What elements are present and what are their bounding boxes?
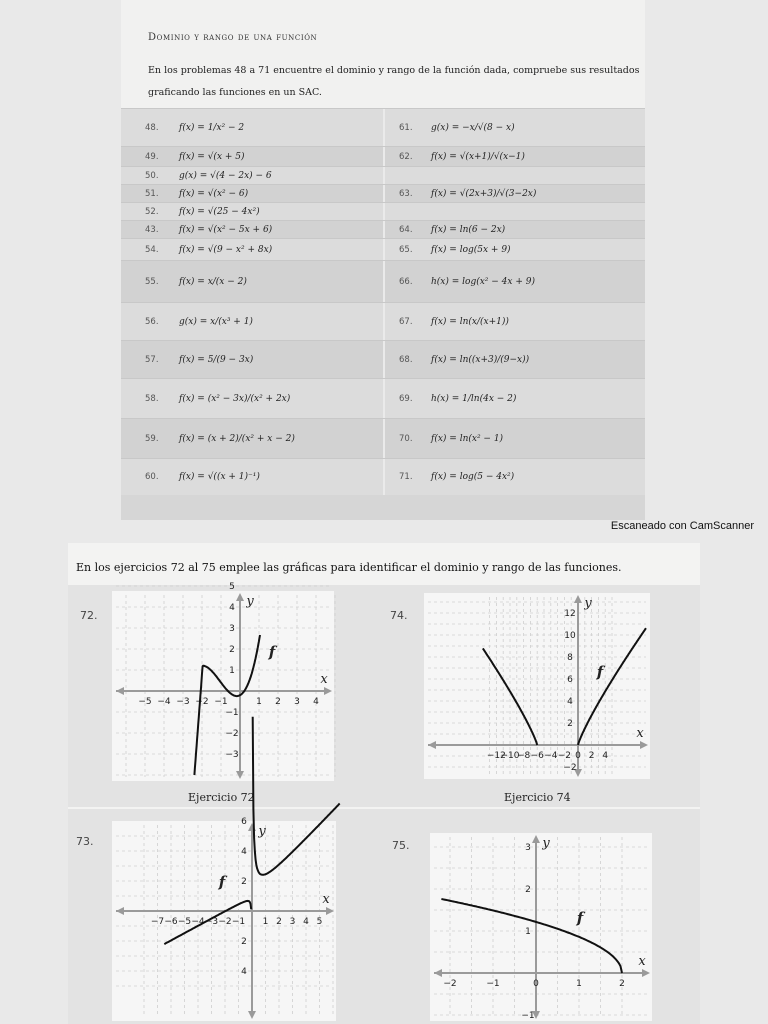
exercise-72-number: 72. (80, 609, 98, 622)
x-tick-label: 4 (602, 751, 609, 761)
x-axis-label: x (320, 672, 328, 687)
y-tick-label: 4 (241, 847, 247, 857)
y-tick-label: 3 (229, 624, 235, 634)
exercise-74-number: 74. (390, 609, 408, 622)
problem-function: f(x) = x/(x − 2) (179, 277, 247, 287)
graph-exercise-74 (424, 593, 650, 779)
problem-function: f(x) = (x² − 3x)/(x² + 2x) (179, 394, 291, 404)
y-axis-arrow (236, 593, 244, 601)
x-axis-label: x (322, 892, 330, 907)
section-title: Dominio y rango de una función (148, 32, 318, 43)
x-tick-label: 1 (256, 697, 262, 707)
y-tick-label: −2 (563, 763, 577, 773)
problem-right-cell (385, 109, 645, 147)
graphs-instruction: En los ejercicios 72 al 75 emplee las gráficas para identificar el dominio y rango de las funciones. (76, 561, 622, 574)
problem-row (121, 146, 645, 167)
exercise-73-number: 73. (76, 835, 94, 848)
y-tick-label: 2 (567, 719, 573, 729)
y-tick-label: 12 (564, 609, 576, 619)
x-tick-label: 2 (588, 751, 595, 761)
y-axis-label: y (246, 594, 254, 609)
x-axis-arrow (642, 969, 650, 977)
x-axis-label: x (636, 726, 644, 741)
problem-number: 64. (399, 225, 413, 235)
problem-left-cell (121, 239, 383, 261)
y-tick-label: 10 (564, 631, 576, 641)
x-tick-label: 4 (303, 917, 309, 927)
x-axis-arrow-left (434, 969, 442, 977)
problem-number: 49. (145, 152, 159, 162)
problem-function: f(x) = log(5x + 9) (431, 245, 511, 255)
x-tick-label: −2 (218, 917, 232, 927)
problem-right-cell (385, 147, 645, 167)
problem-number: 63. (399, 189, 413, 199)
function-label: f (268, 643, 276, 661)
problem-row (121, 220, 645, 239)
problem-right-cell (385, 221, 645, 239)
problem-row (121, 302, 645, 341)
problem-number: 67. (399, 317, 413, 327)
x-axis-arrow (640, 741, 648, 749)
x-tick-label: −5 (177, 917, 192, 927)
problem-left-cell (121, 419, 383, 459)
graph-exercise-73 (112, 817, 336, 1021)
x-tick-label: −6 (164, 917, 178, 927)
problem-function: f(x) = √(25 − 4x²) (179, 207, 260, 217)
problem-right-cell (385, 303, 645, 341)
problem-function: f(x) = √(9 − x² + 8x) (179, 245, 273, 255)
textbook-page-bottom (68, 543, 700, 1024)
column-divider (383, 203, 385, 221)
y-axis-label: y (258, 824, 266, 839)
x-tick-label: −12 (486, 751, 506, 761)
graph-exercise-75 (430, 833, 652, 1021)
y-tick-label: 4 (229, 603, 235, 613)
x-tick-label: 0 (575, 751, 581, 761)
y-tick-label: 2 (229, 645, 235, 655)
y-tick-label: 5 (229, 582, 235, 592)
problem-right-cell (385, 419, 645, 459)
y-tick-label: 2 (241, 877, 247, 887)
problem-function: f(x) = log(5 − 4x²) (431, 472, 515, 482)
problem-function: f(x) = ln((x+3)/(9−x)) (431, 355, 530, 365)
problem-function: g(x) = −x/√(8 − x) (431, 123, 515, 133)
problem-left-cell (121, 109, 383, 147)
problem-function: f(x) = (x + 2)/(x² + x − 2) (179, 434, 295, 444)
problem-function: f(x) = 1/x² − 2 (179, 123, 245, 133)
y-tick-label: 1 (229, 666, 235, 676)
problem-number: 51. (145, 189, 159, 199)
x-tick-label: −3 (204, 917, 219, 927)
problem-row (121, 340, 645, 379)
problem-left-cell (121, 341, 383, 379)
problem-number: 59. (145, 434, 159, 444)
problem-function: f(x) = √(x² − 5x + 6) (179, 225, 273, 235)
problem-number: 61. (399, 123, 413, 133)
y-axis-arrow (532, 835, 540, 843)
problem-right-cell (385, 341, 645, 379)
problem-number: 43. (145, 225, 159, 235)
function-label: f (576, 909, 584, 927)
y-tick-label: 6 (241, 817, 247, 827)
x-tick-label: −2 (443, 979, 457, 989)
problem-function: f(x) = √(x + 5) (179, 152, 245, 162)
x-axis-arrow-left (428, 741, 436, 749)
problems-intro: En los problemas 48 a 71 encuentre el dominio y rango de la función dada, compruebe sus resultados graficando las funciones en un SAC. (148, 65, 640, 98)
y-tick-label: −1 (521, 1011, 535, 1021)
x-tick-label: −5 (138, 697, 152, 707)
x-tick-label: −3 (176, 697, 190, 707)
problem-left-cell (121, 167, 383, 185)
problem-function: f(x) = √(2x+3)/√(3−2x) (431, 189, 537, 199)
problem-number: 55. (145, 277, 159, 287)
x-axis-arrow-left (116, 907, 124, 915)
y-tick-label: −1 (225, 708, 239, 718)
problem-row (121, 260, 645, 303)
problem-number: 57. (145, 355, 159, 365)
problem-right-cell (385, 459, 645, 495)
x-tick-label: −6 (530, 751, 544, 761)
x-tick-label: −1 (214, 697, 228, 707)
y-tick-label: 8 (567, 653, 573, 663)
problem-row (121, 184, 645, 203)
function-label: f (596, 663, 604, 681)
function-label: f (218, 873, 226, 891)
problem-function: f(x) = ln(6 − 2x) (431, 225, 506, 235)
problem-row (121, 166, 645, 185)
y-axis-arrow (574, 595, 582, 603)
problem-function: h(x) = log(x² − 4x + 9) (431, 277, 535, 287)
problem-function: g(x) = x/(x³ + 1) (179, 317, 253, 327)
problem-left-cell (121, 221, 383, 239)
problem-left-cell (121, 185, 383, 203)
problem-row (121, 202, 645, 221)
problem-function: f(x) = ln(x² − 1) (431, 434, 504, 444)
x-tick-label: −4 (544, 751, 558, 761)
problem-number: 54. (145, 245, 159, 255)
x-tick-label: 3 (294, 697, 300, 707)
problem-left-cell (121, 203, 383, 221)
x-tick-label: 2 (619, 979, 625, 989)
x-tick-label: 2 (276, 917, 282, 927)
textbook-page-top (121, 0, 645, 520)
camscanner-watermark: Escaneado con CamScanner (610, 520, 754, 532)
y-tick-label: 4 (241, 967, 247, 977)
y-tick-label: −3 (225, 750, 239, 760)
problem-number: 68. (399, 355, 413, 365)
x-tick-label: −8 (516, 751, 531, 761)
x-tick-label: 4 (313, 697, 319, 707)
problem-right-cell (385, 185, 645, 203)
problem-function: f(x) = √(x+1)/√(x−1) (431, 152, 525, 162)
x-tick-label: −7 (150, 917, 165, 927)
x-tick-label: −10 (500, 751, 520, 761)
problem-row (121, 108, 645, 147)
problem-function: g(x) = √(4 − 2x) − 6 (179, 171, 272, 181)
problem-number: 56. (145, 317, 159, 327)
problem-right-cell (385, 261, 645, 303)
problem-number: 58. (145, 394, 159, 404)
x-tick-label: −2 (195, 697, 209, 707)
x-tick-label: 5 (316, 917, 323, 927)
problem-right-cell (385, 379, 645, 419)
x-tick-label: −2 (557, 751, 572, 761)
x-tick-label: −1 (231, 917, 246, 927)
y-tick-label: 2 (241, 937, 247, 947)
x-axis-arrow-left (116, 687, 124, 695)
problem-number: 69. (399, 394, 413, 404)
problem-row (121, 378, 645, 419)
problem-number: 52. (145, 207, 159, 217)
y-tick-label: 4 (567, 697, 573, 707)
problem-left-cell (121, 379, 383, 419)
problem-function: f(x) = √(x² − 6) (179, 189, 249, 199)
problem-row (121, 458, 645, 495)
x-tick-label: 0 (533, 979, 539, 989)
caption-exercise-72: Ejercicio 72 (188, 791, 255, 804)
problems-table (121, 108, 645, 520)
x-tick-label: −4 (191, 917, 205, 927)
problem-left-cell (121, 147, 383, 167)
x-tick-label: 1 (262, 917, 269, 927)
problem-row (121, 418, 645, 459)
x-tick-label: −4 (157, 697, 171, 707)
x-axis-label: x (638, 954, 646, 969)
problem-left-cell (121, 459, 383, 495)
problem-number: 62. (399, 152, 413, 162)
y-axis-label: y (584, 596, 592, 611)
problem-right-cell (385, 239, 645, 261)
y-tick-label: 2 (525, 885, 531, 895)
y-tick-label: 1 (525, 927, 531, 937)
problem-function: h(x) = 1/ln(4x − 2) (431, 394, 517, 404)
x-tick-label: 1 (576, 979, 582, 989)
x-axis-arrow (326, 907, 334, 915)
caption-exercise-74: Ejercicio 74 (504, 791, 571, 804)
column-divider (383, 167, 385, 185)
graph-exercise-72 (112, 582, 334, 781)
x-tick-label: 2 (275, 697, 281, 707)
problem-row (121, 238, 645, 261)
problem-number: 71. (399, 472, 413, 482)
problem-function: f(x) = √((x + 1)⁻¹) (179, 472, 260, 482)
exercise-75-number: 75. (392, 839, 410, 852)
x-axis-arrow (324, 687, 332, 695)
problem-left-cell (121, 303, 383, 341)
problem-number: 65. (399, 245, 413, 255)
problem-function: f(x) = ln(x/(x+1)) (431, 317, 509, 327)
y-axis-label: y (542, 836, 550, 851)
x-tick-label: −1 (486, 979, 500, 989)
problem-number: 66. (399, 277, 413, 287)
y-axis-arrow-down (248, 1011, 256, 1019)
x-tick-label: 3 (289, 917, 296, 927)
y-tick-label: −2 (225, 729, 239, 739)
problem-function: f(x) = 5/(9 − 3x) (179, 355, 254, 365)
problem-number: 70. (399, 434, 413, 444)
problem-number: 60. (145, 472, 159, 482)
y-tick-label: 3 (525, 843, 531, 853)
problem-number: 50. (145, 171, 159, 181)
y-tick-label: 6 (567, 675, 573, 685)
problem-left-cell (121, 261, 383, 303)
problem-number: 48. (145, 123, 159, 133)
